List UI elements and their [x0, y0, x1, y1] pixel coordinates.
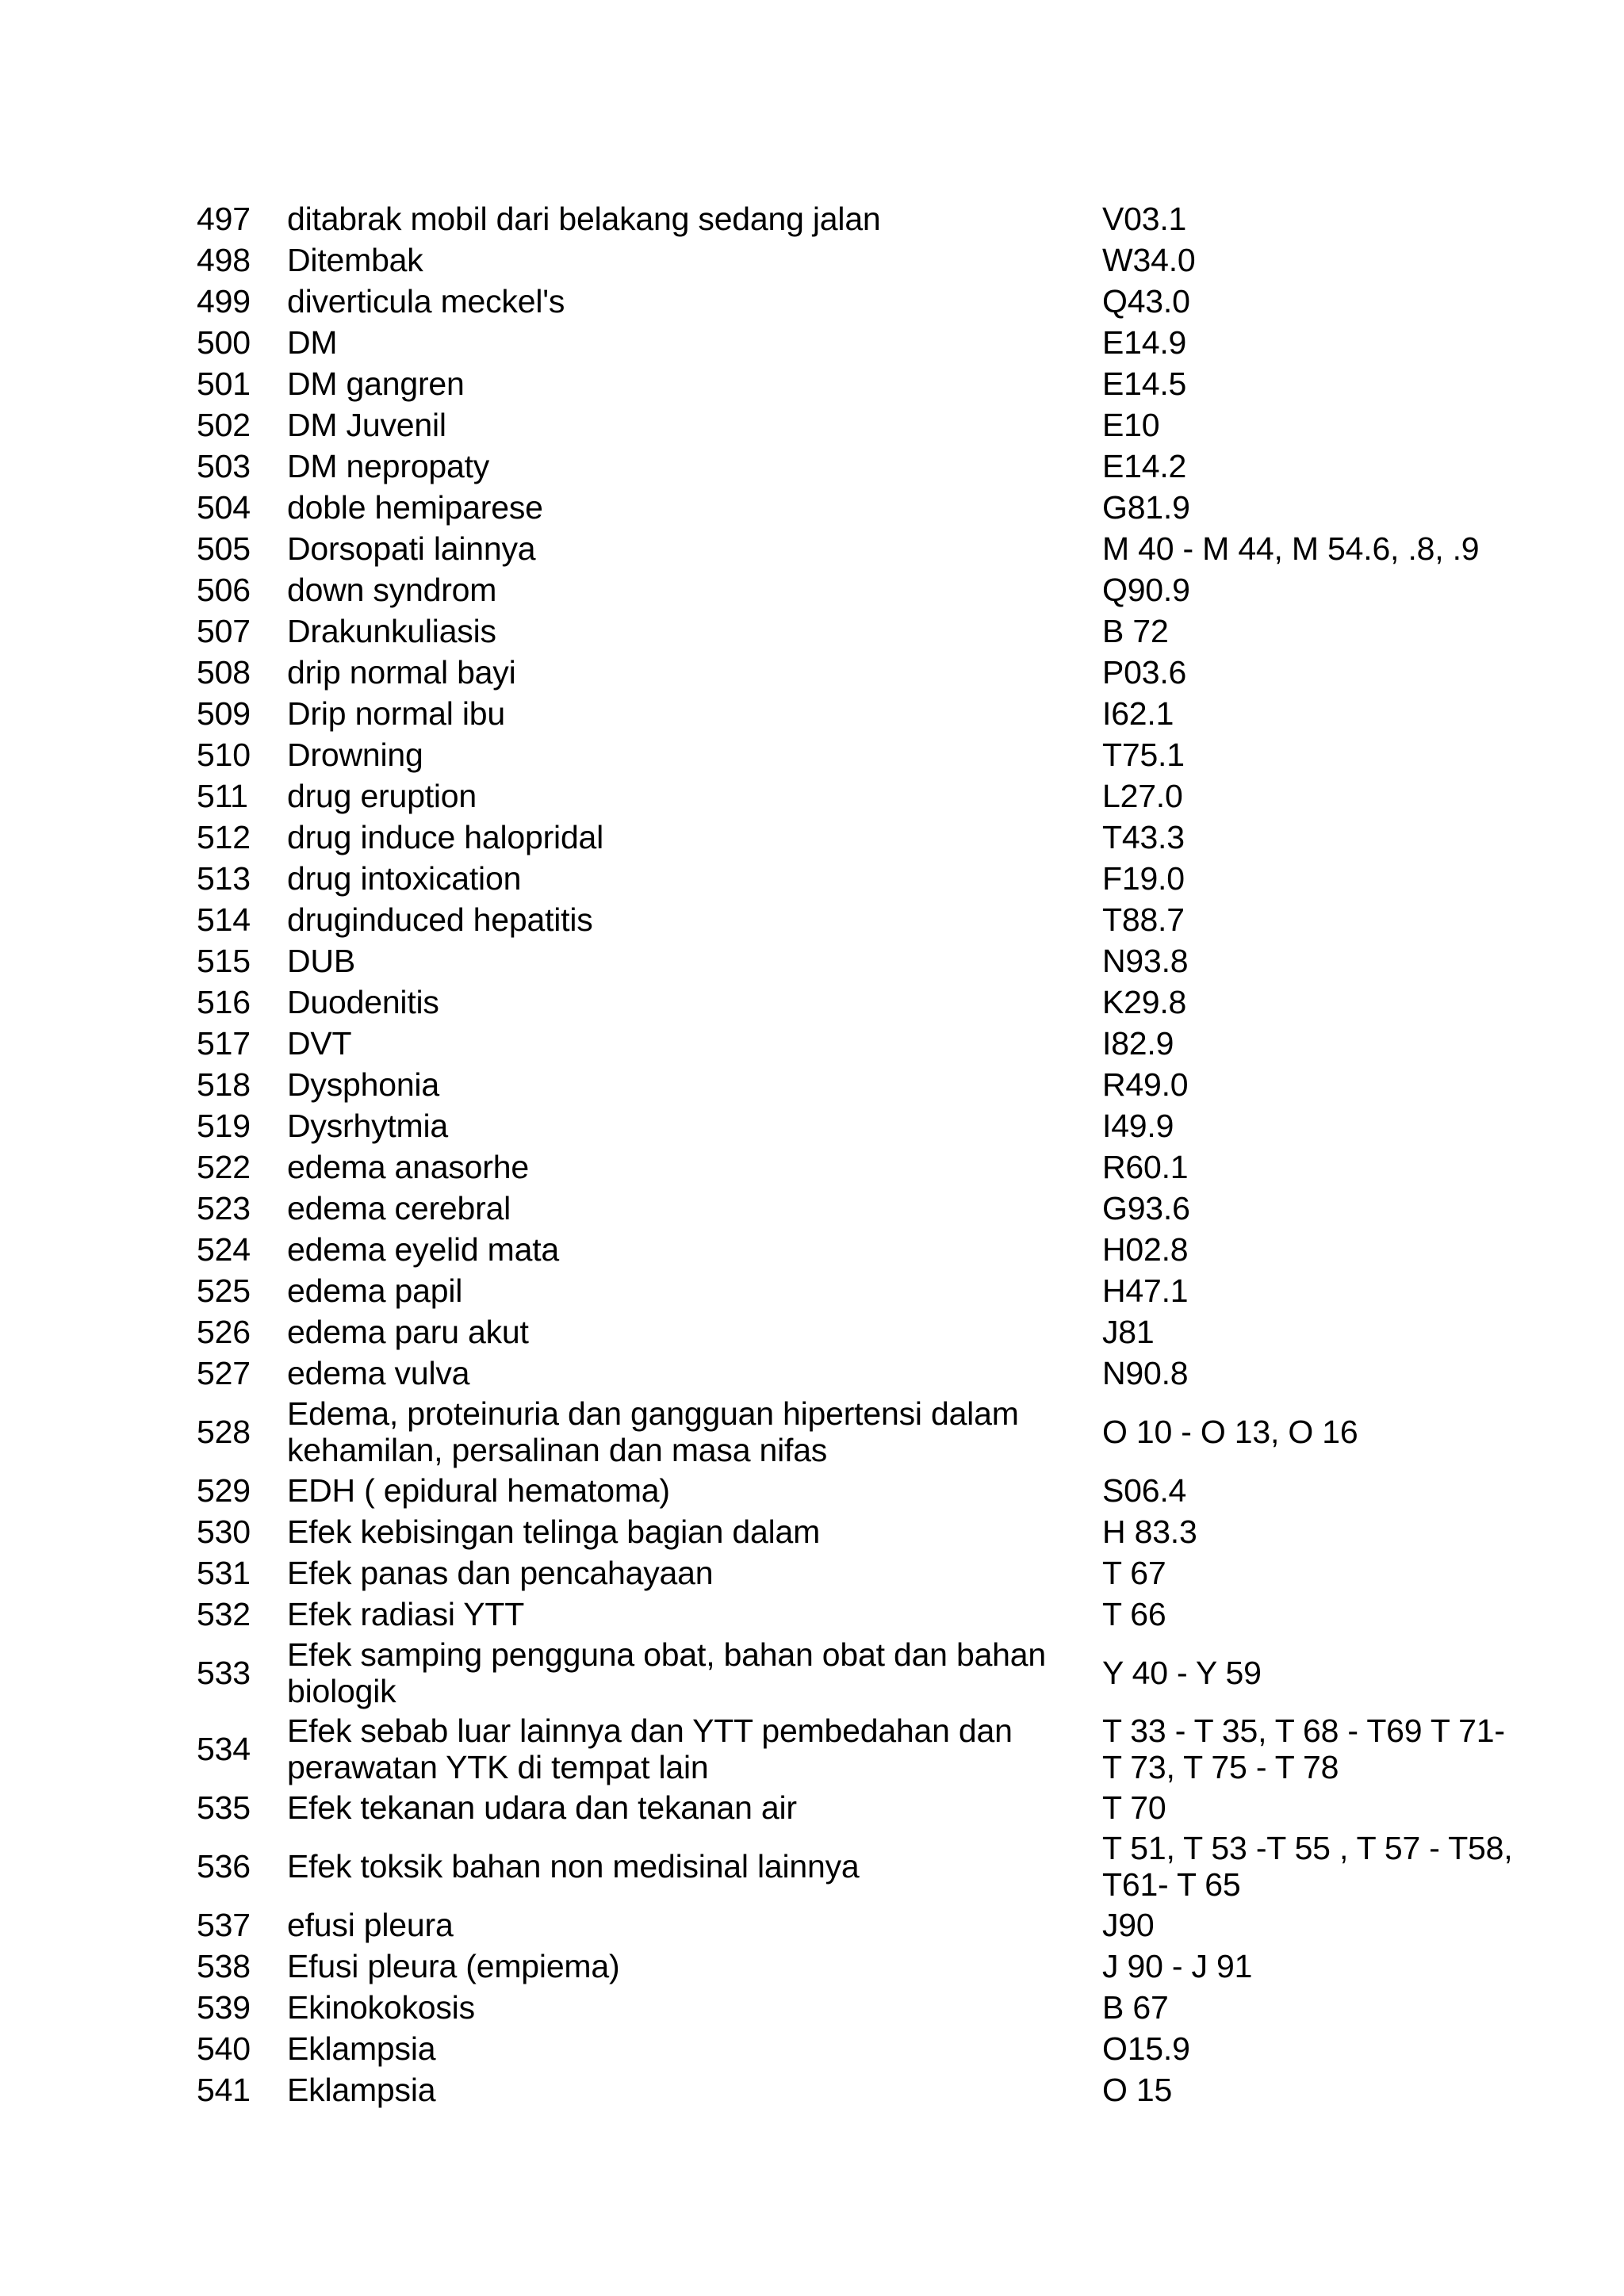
- row-number: 519: [197, 1108, 251, 1144]
- diagnosis-name: Efek panas dan pencahayaan: [287, 1555, 714, 1591]
- diagnosis-name: Efek sebab luar lainnya dan YTT pembedahan dan perawatan YTK di tempat lain: [287, 1712, 1013, 1785]
- icd-code: J 90 - J 91: [1102, 1948, 1253, 1984]
- row-number: 538: [197, 1948, 251, 1984]
- table-row: [0, 569, 1624, 610]
- row-number: 530: [197, 1513, 251, 1550]
- diagnosis-name: Ekinokokosis: [287, 1989, 475, 2026]
- diagnosis-name: efusi pleura: [287, 1907, 454, 1943]
- diagnosis-name: Efusi pleura (empiema): [287, 1948, 620, 1984]
- icd-code: G81.9: [1102, 489, 1190, 526]
- table-row: [0, 2069, 1624, 2110]
- row-number: 523: [197, 1190, 251, 1226]
- row-number: 514: [197, 901, 251, 938]
- diagnosis-name: Efek toksik bahan non medisinal lainnya: [287, 1848, 860, 1885]
- table-row: [0, 487, 1624, 528]
- diagnosis-name: Efek samping pengguna obat, bahan obat dan bahan biologik: [287, 1636, 1046, 1709]
- icd-code: E14.2: [1102, 448, 1187, 484]
- diagnosis-name: DM: [287, 324, 338, 361]
- row-number: 532: [197, 1596, 251, 1632]
- table-row: [0, 198, 1624, 239]
- icd-code: I49.9: [1102, 1108, 1174, 1144]
- table-row: [0, 1787, 1624, 1828]
- table-row: [0, 1270, 1624, 1311]
- row-number: 518: [197, 1066, 251, 1103]
- table-row: [0, 281, 1624, 322]
- table-row: [0, 1511, 1624, 1552]
- icd-code: B 72: [1102, 613, 1169, 649]
- diagnosis-name: Drakunkuliasis: [287, 613, 496, 649]
- table-row: [0, 1229, 1624, 1270]
- row-number: 537: [197, 1907, 251, 1943]
- diagnosis-name: drug eruption: [287, 778, 477, 814]
- icd-code: O15.9: [1102, 2030, 1190, 2067]
- diagnosis-name: edema anasorhe: [287, 1149, 529, 1185]
- diagnosis-name: EDH ( epidural hematoma): [287, 1472, 670, 1509]
- icd-code: T 67: [1102, 1555, 1166, 1591]
- diagnosis-name: drip normal bayi: [287, 654, 516, 691]
- row-number: 498: [197, 242, 251, 278]
- icd-code: I62.1: [1102, 695, 1174, 732]
- table-row: [0, 1064, 1624, 1105]
- icd-code: Q43.0: [1102, 283, 1190, 320]
- diagnosis-name: Dysrhytmia: [287, 1108, 449, 1144]
- table-row: [0, 982, 1624, 1023]
- row-number: 536: [197, 1848, 251, 1885]
- icd-code: E10: [1102, 407, 1160, 443]
- diagnosis-name: Efek kebisingan telinga bagian dalam: [287, 1513, 821, 1550]
- icd-code: L27.0: [1102, 778, 1183, 814]
- row-number: 528: [197, 1414, 251, 1450]
- icd-code: V03.1: [1102, 201, 1187, 237]
- table-row: [0, 652, 1624, 693]
- icd-code: I82.9: [1102, 1025, 1174, 1062]
- row-number: 541: [197, 2072, 251, 2108]
- row-number: 500: [197, 324, 251, 361]
- icd-code: H02.8: [1102, 1231, 1189, 1268]
- row-number: 506: [197, 572, 251, 608]
- row-number: 533: [197, 1655, 251, 1691]
- diagnosis-name: druginduced hepatitis: [287, 901, 593, 938]
- diagnosis-name: drug intoxication: [287, 860, 522, 897]
- row-number: 513: [197, 860, 251, 897]
- icd-code: S06.4: [1102, 1472, 1187, 1509]
- row-number: 517: [197, 1025, 251, 1062]
- table-row: [0, 404, 1624, 446]
- icd-code: T88.7: [1102, 901, 1185, 938]
- row-number: 524: [197, 1231, 251, 1268]
- table-row: [0, 1311, 1624, 1353]
- icd-code: G93.6: [1102, 1190, 1190, 1226]
- diagnosis-name: DM nepropaty: [287, 448, 490, 484]
- icd-code: T75.1: [1102, 737, 1185, 773]
- table-row: [0, 1711, 1624, 1787]
- icd-code: J81: [1102, 1314, 1155, 1350]
- row-number: 526: [197, 1314, 251, 1350]
- table-row: [0, 940, 1624, 982]
- diagnosis-name: drug induce halopridal: [287, 819, 604, 855]
- diagnosis-name: Ditembak: [287, 242, 423, 278]
- diagnosis-name: edema papil: [287, 1272, 463, 1309]
- icd-code: T 51, T 53 -T 55 , T 57 - T58, T61- T 65: [1102, 1830, 1513, 1903]
- row-number: 507: [197, 613, 251, 649]
- icd-code: H 83.3: [1102, 1513, 1197, 1550]
- row-number: 534: [197, 1731, 251, 1767]
- icd-code: E14.5: [1102, 365, 1187, 402]
- diagnosis-code-table: [0, 198, 1624, 2110]
- table-row: [0, 1904, 1624, 1946]
- row-number: 527: [197, 1355, 251, 1391]
- row-number: 511: [197, 778, 248, 814]
- diagnosis-name: Dorsopati lainnya: [287, 530, 536, 567]
- diagnosis-name: Eklampsia: [287, 2072, 436, 2108]
- icd-code: T 66: [1102, 1596, 1166, 1632]
- icd-code: O 10 - O 13, O 16: [1102, 1414, 1358, 1450]
- table-row: [0, 610, 1624, 652]
- icd-code: K29.8: [1102, 984, 1187, 1020]
- diagnosis-name: ditabrak mobil dari belakang sedang jalan: [287, 201, 881, 237]
- row-number: 503: [197, 448, 251, 484]
- row-number: 529: [197, 1472, 251, 1509]
- diagnosis-name: DUB: [287, 943, 355, 979]
- diagnosis-name: diverticula meckel's: [287, 283, 565, 320]
- table-row: [0, 446, 1624, 487]
- diagnosis-name: doble hemiparese: [287, 489, 543, 526]
- diagnosis-name: edema vulva: [287, 1355, 470, 1391]
- table-row: [0, 1394, 1624, 1470]
- icd-code: R49.0: [1102, 1066, 1189, 1103]
- row-number: 539: [197, 1989, 251, 2026]
- icd-code: T 70: [1102, 1789, 1166, 1826]
- diagnosis-name: DM gangren: [287, 365, 465, 402]
- row-number: 510: [197, 737, 251, 773]
- row-number: 501: [197, 365, 251, 402]
- row-number: 525: [197, 1272, 251, 1309]
- table-row: [0, 858, 1624, 899]
- table-row: [0, 899, 1624, 940]
- diagnosis-name: DVT: [287, 1025, 352, 1062]
- row-number: 505: [197, 530, 251, 567]
- icd-code: Q90.9: [1102, 572, 1190, 608]
- row-number: 515: [197, 943, 251, 979]
- icd-code: H47.1: [1102, 1272, 1189, 1309]
- table-row: [0, 1635, 1624, 1711]
- row-number: 508: [197, 654, 251, 691]
- diagnosis-name: Efek tekanan udara dan tekanan air: [287, 1789, 797, 1826]
- table-row: [0, 1105, 1624, 1146]
- row-number: 516: [197, 984, 251, 1020]
- table-row: [0, 1552, 1624, 1594]
- row-number: 502: [197, 407, 251, 443]
- table-row: [0, 1828, 1624, 1904]
- table-row: [0, 734, 1624, 775]
- row-number: 535: [197, 1789, 251, 1826]
- diagnosis-name: Dysphonia: [287, 1066, 439, 1103]
- icd-code: N90.8: [1102, 1355, 1189, 1391]
- row-number: 509: [197, 695, 251, 732]
- row-number: 540: [197, 2030, 251, 2067]
- row-number: 497: [197, 201, 251, 237]
- diagnosis-name: Duodenitis: [287, 984, 439, 1020]
- table-row: [0, 1146, 1624, 1188]
- diagnosis-name: DM Juvenil: [287, 407, 446, 443]
- table-row: [0, 1987, 1624, 2028]
- icd-code: M 40 - M 44, M 54.6, .8, .9: [1102, 530, 1480, 567]
- table-row: [0, 322, 1624, 363]
- diagnosis-name: edema paru akut: [287, 1314, 529, 1350]
- diagnosis-name: Drowning: [287, 737, 423, 773]
- icd-code: F19.0: [1102, 860, 1185, 897]
- diagnosis-name: Drip normal ibu: [287, 695, 505, 732]
- table-row: [0, 1023, 1624, 1064]
- table-row: [0, 817, 1624, 858]
- icd-code: W34.0: [1102, 242, 1196, 278]
- table-row: [0, 775, 1624, 817]
- icd-code: B 67: [1102, 1989, 1169, 2026]
- table-row: [0, 1594, 1624, 1635]
- icd-code: Y 40 - Y 59: [1102, 1655, 1262, 1691]
- icd-code: N93.8: [1102, 943, 1189, 979]
- row-number: 512: [197, 819, 251, 855]
- diagnosis-name: Efek radiasi YTT: [287, 1596, 525, 1632]
- diagnosis-name: edema eyelid mata: [287, 1231, 560, 1268]
- icd-code: O 15: [1102, 2072, 1173, 2108]
- diagnosis-name: down syndrom: [287, 572, 497, 608]
- diagnosis-name: edema cerebral: [287, 1190, 511, 1226]
- icd-code: E14.9: [1102, 324, 1187, 361]
- table-row: [0, 528, 1624, 569]
- icd-code: R60.1: [1102, 1149, 1189, 1185]
- diagnosis-name: Edema, proteinuria dan gangguan hipertensi dalam kehamilan, persalinan dan masa nifas: [287, 1395, 1019, 1468]
- diagnosis-name: Eklampsia: [287, 2030, 436, 2067]
- icd-code: T 33 - T 35, T 68 - T69 T 71-T 73, T 75 - T 78: [1102, 1712, 1505, 1785]
- icd-code: T43.3: [1102, 819, 1185, 855]
- table-row: [0, 1470, 1624, 1511]
- row-number: 504: [197, 489, 251, 526]
- table-row: [0, 693, 1624, 734]
- row-number: 499: [197, 283, 251, 320]
- row-number: 531: [197, 1555, 251, 1591]
- table-row: [0, 1353, 1624, 1394]
- icd-code: P03.6: [1102, 654, 1187, 691]
- icd-code: J90: [1102, 1907, 1155, 1943]
- table-row: [0, 1946, 1624, 1987]
- table-row: [0, 2028, 1624, 2069]
- table-row: [0, 363, 1624, 404]
- table-row: [0, 239, 1624, 281]
- row-number: 522: [197, 1149, 251, 1185]
- table-row: [0, 1188, 1624, 1229]
